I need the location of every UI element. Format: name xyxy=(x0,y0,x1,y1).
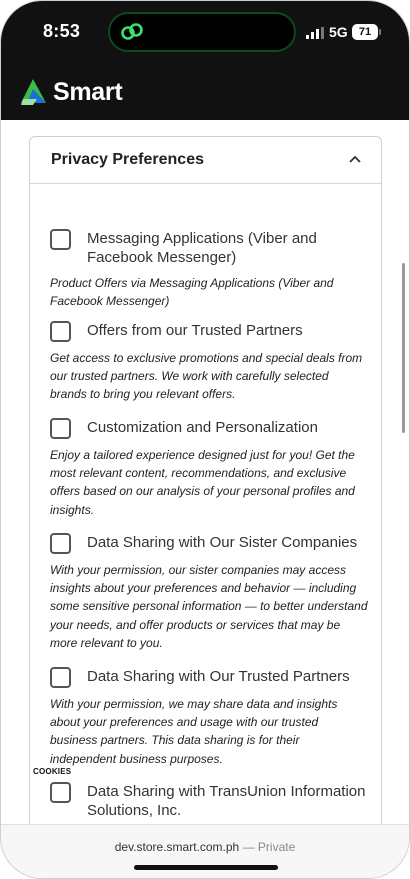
chevron-up-icon[interactable] xyxy=(349,154,361,164)
preference-item-trusted-partners xyxy=(50,667,368,768)
preference-description: With your permission, our sister companies may access insights about your preferences and behavior — including some sensitive personal information — to better understand your needs, and offer products or services that may be more relevant to you. xyxy=(50,563,368,650)
preference-description: Get access to exclusive promotions and special deals from our trusted partners. We work with carefully selected brands to bring you relevant offers. xyxy=(50,351,363,402)
preference-item-partner-offers xyxy=(50,321,368,404)
preference-label: Data Sharing with Our Trusted Partners xyxy=(87,668,350,685)
battery-tip xyxy=(379,29,381,35)
dynamic-island xyxy=(108,12,296,52)
preference-description: Product Offers via Messaging Applications (Viber and Facebook Messenger) xyxy=(50,276,334,309)
status-bar xyxy=(1,1,409,63)
transunion-checkbox[interactable] xyxy=(50,782,71,803)
network-type: 5G xyxy=(329,24,348,40)
battery-icon: 71 xyxy=(352,24,378,40)
preference-label: Messaging Applications (Viber and Facebook Messenger) xyxy=(87,230,317,266)
preference-label: Customization and Personalization xyxy=(87,419,318,436)
smart-logo-icon xyxy=(19,77,49,107)
brand-name: Smart xyxy=(53,77,123,106)
privacy-preferences-panel xyxy=(29,136,382,879)
personalization-checkbox[interactable] xyxy=(50,418,71,439)
preference-item-personalization xyxy=(50,418,368,519)
cookies-tag[interactable]: COOKIES xyxy=(33,767,72,776)
private-mode-label: Private xyxy=(257,840,296,854)
privacy-preferences-header[interactable] xyxy=(30,137,381,184)
preference-item-messaging xyxy=(50,229,368,310)
panel-title: Privacy Preferences xyxy=(51,151,204,168)
browser-url-bar[interactable] xyxy=(1,824,409,879)
trusted-partners-checkbox[interactable] xyxy=(50,667,71,688)
sister-companies-checkbox[interactable] xyxy=(50,533,71,554)
signal-icon xyxy=(306,27,326,39)
brand-logo-link[interactable] xyxy=(19,76,122,108)
url-separator: — xyxy=(239,840,258,854)
home-indicator[interactable] xyxy=(134,865,278,870)
status-time: 8:53 xyxy=(43,21,81,41)
preference-description: With your permission, we may share data and insights about your preferences and usage with our trusted business partners. This data sharing is for their independent business purposes. xyxy=(50,697,338,766)
preference-label: Offers from our Trusted Partners xyxy=(87,322,303,339)
partner-offers-checkbox[interactable] xyxy=(50,321,71,342)
preference-label: Data Sharing with TransUnion Information Solutions, Inc. xyxy=(87,783,366,819)
preference-description: Enjoy a tailored experience designed just for you! Get the most relevant content, recommendations, and exclusive offers based on our analysis of your personal profiles and insights. xyxy=(50,448,355,517)
messaging-checkbox[interactable] xyxy=(50,229,71,250)
link-icon xyxy=(120,21,144,43)
preference-label: Data Sharing with Our Sister Companies xyxy=(87,534,358,551)
preference-item-sister-companies xyxy=(50,533,368,652)
page-scrollbar[interactable] xyxy=(402,263,405,433)
url-display xyxy=(1,840,409,854)
url-text: dev.store.smart.com.ph xyxy=(114,840,240,854)
